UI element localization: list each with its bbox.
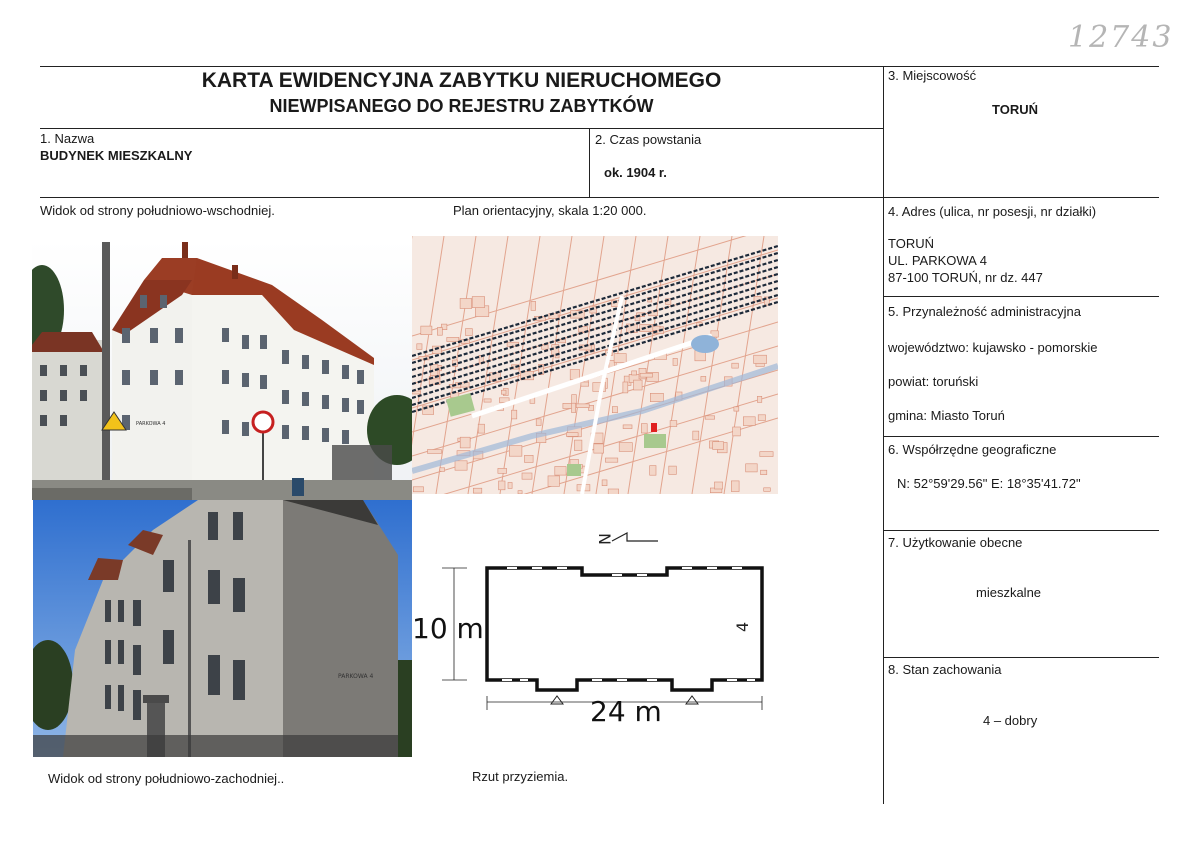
map-block <box>417 344 422 350</box>
address-line-1: TORUŃ <box>888 236 934 251</box>
map-block <box>512 410 517 419</box>
map-block <box>525 455 534 462</box>
map-block <box>566 433 578 437</box>
map-block <box>746 464 758 472</box>
map-block <box>758 415 765 421</box>
map-block <box>508 483 512 489</box>
use-label: 7. Użytkowanie obecne <box>888 535 1023 550</box>
map-block <box>581 382 589 386</box>
map-block <box>518 491 522 494</box>
entrance-marker-icon <box>686 696 698 704</box>
map-block <box>499 481 505 490</box>
coords-bottom-line <box>883 530 1159 531</box>
title-bottom-line <box>40 128 883 129</box>
use-value: mieszkalne <box>976 585 1042 600</box>
map-block <box>413 487 423 492</box>
map-block <box>432 346 441 353</box>
condition-value: 4 – dobry <box>983 713 1038 728</box>
photo-southeast-view <box>32 240 412 500</box>
address-label: 4. Adres (ulica, nr posesji, nr działki) <box>888 204 1097 219</box>
map-block <box>472 297 484 308</box>
address-line-3: 87-100 TORUŃ, nr dz. 447 <box>888 270 1043 285</box>
map-block <box>542 345 548 349</box>
map-block <box>608 489 618 494</box>
map-block <box>555 467 566 476</box>
map-block <box>669 466 677 474</box>
north-mark: N <box>595 533 614 545</box>
facade-sign-text-2: PARKOWA 4 <box>338 673 374 680</box>
address-line-2: UL. PARKOWA 4 <box>888 253 987 268</box>
map-block <box>734 407 739 411</box>
map-block <box>614 354 626 363</box>
admin-bottom-line <box>883 436 1159 437</box>
map-block <box>670 421 677 427</box>
condition-label: 8. Stan zachowania <box>888 662 1002 677</box>
map-block <box>522 473 532 479</box>
caption-view-southwest: Widok od strony południowo-zachodniej.. <box>48 771 285 786</box>
name-date-divider <box>589 128 590 197</box>
map-block <box>466 329 473 336</box>
map-block <box>757 396 761 402</box>
map-block <box>623 425 632 429</box>
right-column-divider <box>883 66 884 804</box>
map-block <box>641 424 647 433</box>
map-block <box>650 393 663 401</box>
map-block <box>531 301 536 310</box>
map-block <box>743 417 755 426</box>
orientation-map <box>412 236 778 494</box>
address-bottom-line <box>883 296 1159 297</box>
map-block <box>632 371 637 375</box>
map-block <box>634 380 643 390</box>
coords-label: 6. Współrzędne geograficzne <box>888 442 1057 457</box>
map-block <box>705 416 714 419</box>
north-arrow-icon <box>612 533 658 541</box>
map-block <box>673 358 677 365</box>
map-block <box>484 399 491 402</box>
map-block <box>612 407 617 413</box>
map-block <box>731 481 739 492</box>
name-value: BUDYNEK MIESZKALNY <box>40 148 193 163</box>
width-dimension-label: 24 m <box>590 695 662 728</box>
map-block <box>732 363 739 368</box>
map-block <box>473 488 482 493</box>
map-block <box>572 403 576 412</box>
map-block <box>594 444 604 453</box>
locality-label: 3. Miejscowość <box>888 68 977 83</box>
map-block <box>440 468 445 472</box>
top-border-line <box>40 66 1159 67</box>
map-block <box>713 442 724 450</box>
admin-label: 5. Przynależność administracyjna <box>888 304 1081 319</box>
voivodeship-value: województwo: kujawsko - pomorskie <box>888 340 1098 355</box>
county-value: powiat: toruński <box>888 374 979 389</box>
card-subtitle: NIEWPISANEGO DO REJESTRU ZABYTKÓW <box>269 96 654 116</box>
map-block <box>498 468 507 473</box>
map-block <box>733 427 741 436</box>
caption-orientation-plan: Plan orientacyjny, skala 1:20 000. <box>453 203 647 218</box>
map-block <box>754 355 767 363</box>
map-block <box>619 443 632 452</box>
map-block <box>764 488 771 492</box>
map-block <box>548 476 560 486</box>
date-value: ok. 1904 r. <box>604 165 667 180</box>
locality-value: TORUŃ <box>992 102 1038 117</box>
map-block <box>715 482 723 489</box>
commune-value: gmina: Miasto Toruń <box>888 408 1005 423</box>
name-label: 1. Nazwa <box>40 131 95 146</box>
map-block <box>437 328 442 336</box>
map-block <box>421 326 432 335</box>
facade-sign-text: PARKOWA 4 <box>136 421 166 427</box>
map-block <box>447 337 459 341</box>
map-block <box>478 424 484 433</box>
map-block <box>576 404 589 408</box>
map-block <box>509 446 522 457</box>
map-block <box>623 382 628 393</box>
floor-plan-outline <box>487 568 762 690</box>
caption-floor-plan: Rzut przyziemia. <box>472 769 569 784</box>
map-block <box>455 461 467 470</box>
archive-number: 12743 <box>1068 20 1174 55</box>
floor-plan <box>412 520 782 760</box>
map-block <box>501 390 506 394</box>
map-block <box>650 466 656 476</box>
card-title: KARTA EWIDENCYJNA ZABYTKU NIERUCHOMEGO <box>201 69 722 92</box>
map-block <box>701 376 706 381</box>
map-block <box>761 470 767 474</box>
entrance-marker-icon <box>551 696 563 704</box>
map-block <box>605 458 617 462</box>
use-bottom-line <box>883 657 1159 658</box>
caption-view-southeast: Widok od strony południowo-wschodniej. <box>40 203 275 218</box>
map-block <box>460 299 472 309</box>
coords-value: N: 52°59'29.56" E: 18°35'41.72" <box>897 476 1081 491</box>
map-block <box>575 440 582 450</box>
map-block <box>760 452 773 457</box>
height-dimension-label: 10 m <box>412 612 484 645</box>
map-block <box>428 450 442 454</box>
map-block <box>536 419 541 426</box>
map-block <box>693 431 699 440</box>
map-block <box>460 437 470 448</box>
date-label: 2. Czas powstania <box>595 132 702 147</box>
photo-southwest-view <box>33 500 412 757</box>
map-block <box>602 480 607 486</box>
map-block <box>640 373 652 377</box>
row1-bottom-line <box>40 197 1159 198</box>
plan-number-mark: 4 <box>733 621 752 632</box>
